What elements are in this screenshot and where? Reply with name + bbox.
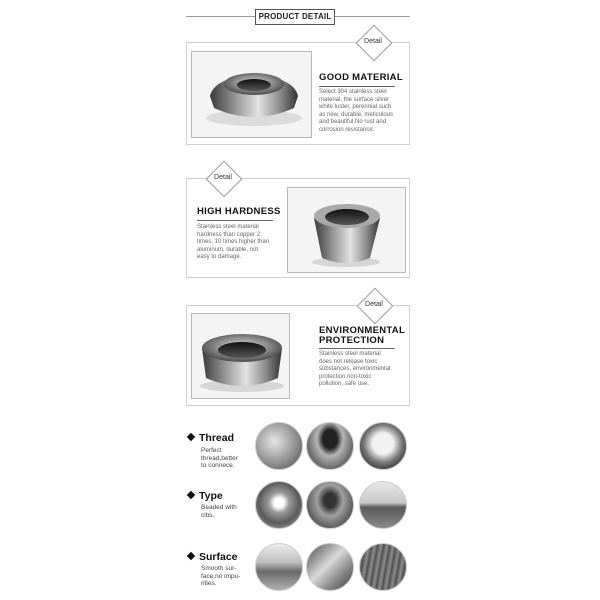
- thread-closeup-image-2: [306, 422, 354, 470]
- detail-badge: Detail: [206, 161, 240, 195]
- detail-badge: Detail: [357, 288, 391, 322]
- detail-panel-high-hardness: [186, 174, 410, 278]
- panel-title: GOOD MATERIAL: [319, 72, 403, 83]
- surface-closeup-image-1: [255, 543, 303, 591]
- feature-title-thread: Thread: [188, 432, 234, 444]
- thread-closeup-image-1: [255, 422, 303, 470]
- diamond-bullet-icon: [187, 552, 195, 560]
- title-underline: [197, 220, 273, 221]
- header-rule-left: [186, 16, 255, 17]
- product-photo-frame: [191, 313, 290, 399]
- section-title: PRODUCT DETAIL: [255, 9, 335, 25]
- detail-badge: Detail: [356, 25, 390, 59]
- olet-fitting-image: [192, 52, 312, 138]
- title-underline: [319, 86, 395, 87]
- olet-fitting-image: [192, 314, 290, 399]
- feature-description-thread: Perfect thread,better to connece.: [201, 447, 238, 469]
- type-closeup-image-3: [359, 481, 407, 529]
- panel-description: Stainless steel material does not release toxic substances, environmental protection non-toxic pollution, safe use.: [319, 351, 391, 388]
- feature-description-type: Beaded with clbs.: [201, 504, 237, 519]
- product-photo-frame: [287, 187, 406, 273]
- header-rule-right: [333, 16, 410, 17]
- surface-closeup-image-3: [359, 543, 407, 591]
- feature-description-surface: Smooth sur- face,no impu- rities.: [201, 565, 241, 587]
- feature-title-type: Type: [188, 490, 223, 502]
- detail-panel-environmental-protection: [186, 301, 410, 406]
- title-underline: [319, 348, 395, 349]
- surface-closeup-image-2: [306, 543, 354, 591]
- panel-description: Select 304 stainless steel material, the surface silver white luster, perennial such as new, durable, meticulous and beautiful.No rust and corrosion resistance.: [319, 89, 394, 133]
- panel-title: ENVIRONMENTAL PROTECTION: [319, 325, 406, 346]
- feature-title-surface: Surface: [188, 551, 238, 563]
- thread-closeup-image-3: [359, 422, 407, 470]
- product-photo-frame: [191, 51, 312, 138]
- diamond-bullet-icon: [187, 491, 195, 499]
- panel-description: Stainless steel material hardness than copper 2 times, 10 times higher than aluminum, durable, not easy to damage.: [197, 224, 270, 261]
- detail-panel-good-material: [186, 38, 410, 145]
- type-closeup-image-1: [255, 481, 303, 529]
- panel-title: HIGH HARDNESS: [197, 206, 281, 217]
- diamond-bullet-icon: [187, 433, 195, 441]
- olet-fitting-image: [288, 188, 406, 273]
- type-closeup-image-2: [306, 481, 354, 529]
